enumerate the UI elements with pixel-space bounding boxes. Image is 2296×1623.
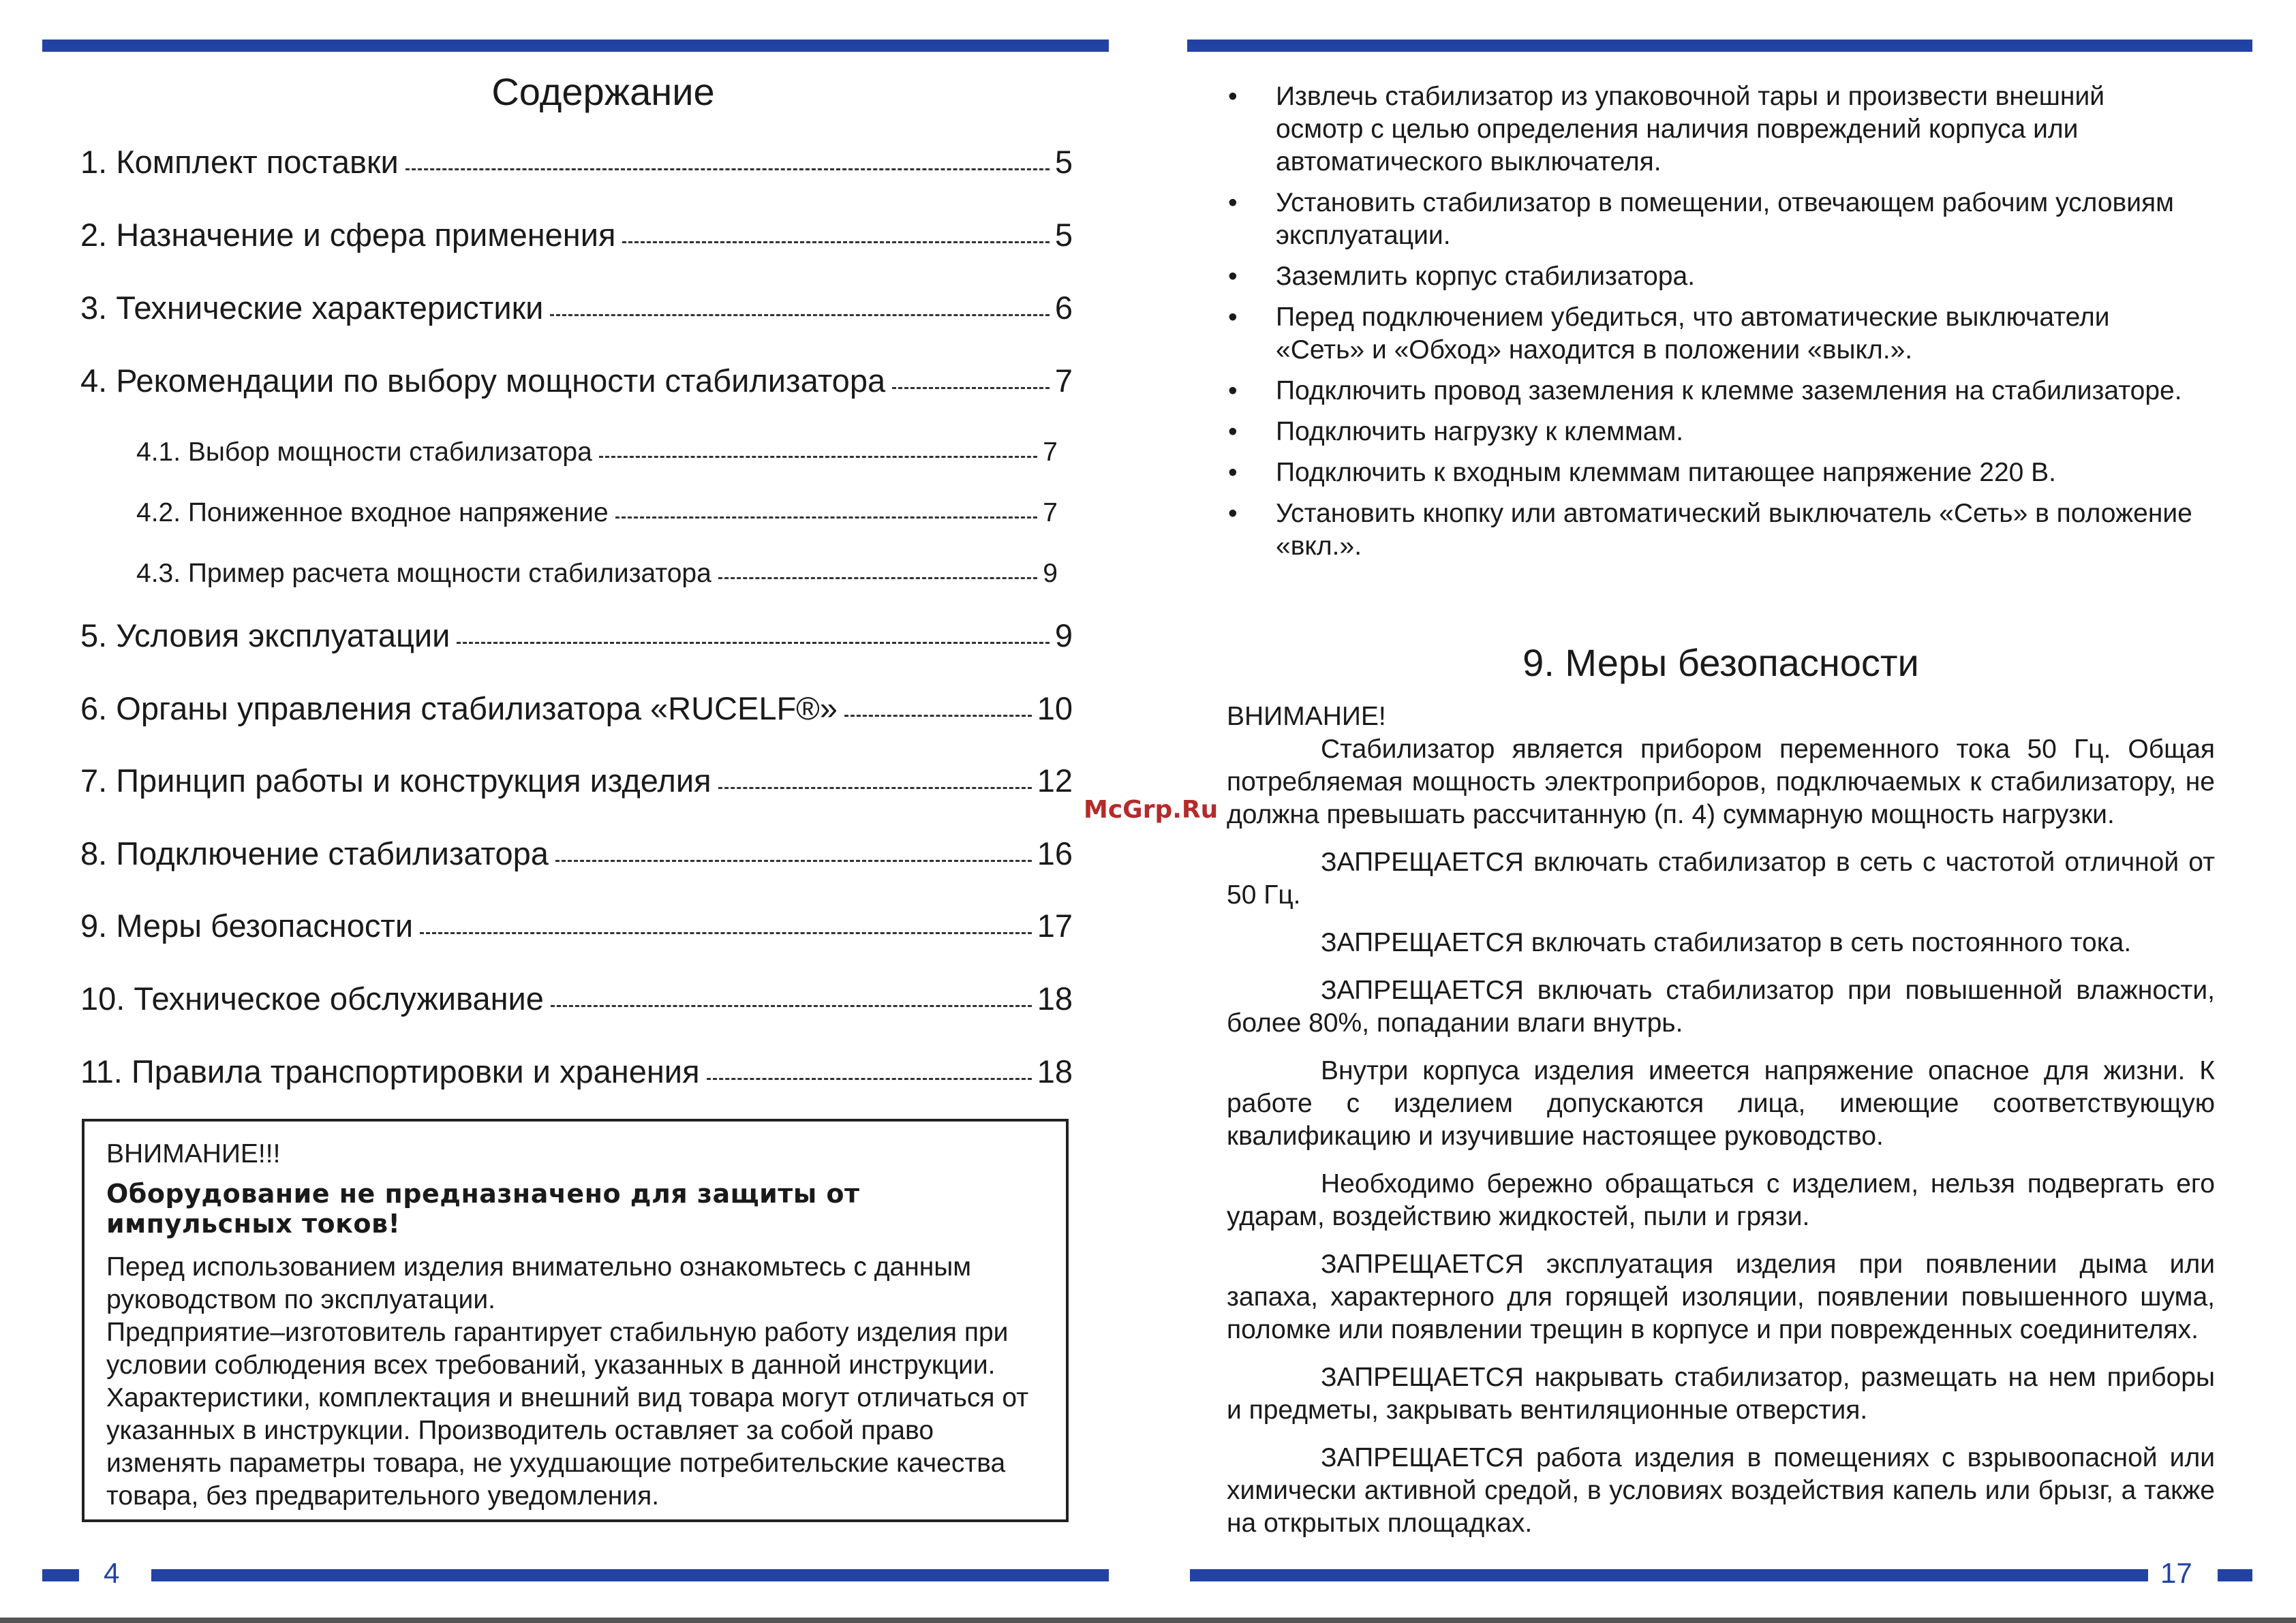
warning-paragraph: Предприятие–изготовитель гарантирует стабильную работу изделия при условии соблюдения всех требований, указанных в данной инструкции. <box>106 1318 1009 1380</box>
toc-entry-label: 2. Назначение и сфера применения <box>80 217 616 253</box>
toc-entry-page: 18 <box>1037 980 1073 1017</box>
toc-entry-label: 11. Правила транспортировки и хранения <box>80 1053 700 1089</box>
toc-entry-label: 1. Комплект поставки <box>80 144 399 180</box>
connection-steps-list <box>1227 80 2194 571</box>
toc-title: Содержание <box>491 70 715 113</box>
list-item: • Установить стабилизатор в помещении, отвечающем рабочим условиям эксплуатации. <box>1227 187 2194 252</box>
bottom-bar-left-stub <box>42 1569 79 1581</box>
toc-subentry[interactable] <box>136 498 1058 528</box>
toc-entry-label: 4.1. Выбор мощности стабилизатора <box>136 437 592 467</box>
toc-leader <box>550 314 1049 316</box>
toc-entry-label: 8. Подключение стабилизатора <box>80 835 549 871</box>
toc-entry-label: 4. Рекомендации по выбору мощности стабилизатора <box>80 362 886 399</box>
top-bar-left <box>42 40 1109 52</box>
toc-entry[interactable] <box>80 617 1073 654</box>
paragraph: Необходимо бережно обращаться с изделием, нельзя подвергать его ударам, воздействию жидкостей, пыли и грязи. <box>1227 1169 2215 1231</box>
toc-entry[interactable] <box>80 1053 1073 1090</box>
toc-leader <box>555 860 1032 862</box>
toc-entry[interactable] <box>80 362 1073 399</box>
toc-leader <box>405 168 1050 170</box>
toc-entry[interactable] <box>80 289 1073 326</box>
paragraph: ЗАПРЕЩАЕТСЯ эксплуатация изделия при появлении дыма или запаха, характерного для горящей изоляции, появлении повышенного шума, поломке или появлении трещин в корпусе и при поврежденных соединителях. <box>1227 1250 2215 1344</box>
toc-leader <box>718 787 1032 789</box>
toc-leader <box>844 715 1032 717</box>
bottom-strip <box>0 1618 2296 1623</box>
toc-entry-page: 7 <box>1054 362 1073 399</box>
toc-entry[interactable] <box>80 980 1073 1017</box>
paragraph: ЗАПРЕЩАЕТСЯ работа изделия в помещениях с взрывоопасной или химически активной средой, в условиях воздействия капель или брызг, а также на открытых площадках. <box>1227 1443 2215 1538</box>
paragraph: ЗАПРЕЩАЕТСЯ включать стабилизатор при повышенной влажности, более 80%, попадании влаги внутрь. <box>1227 976 2215 1038</box>
list-item: • Заземлить корпус стабилизатора. <box>1227 260 2194 293</box>
watermark: McGrp.Ru <box>1084 796 1219 824</box>
toc-entry[interactable] <box>80 762 1073 799</box>
safety-text <box>1227 700 2215 1555</box>
toc-leader <box>892 387 1050 389</box>
toc-entry-page: 18 <box>1037 1053 1073 1089</box>
toc-entry-page: 7 <box>1043 498 1058 527</box>
toc-entry[interactable] <box>80 907 1073 944</box>
paragraph: ЗАПРЕЩАЕТСЯ накрывать стабилизатор, размещать на нем приборы и предметы, закрывать вентиляционные отверстия. <box>1227 1363 2215 1425</box>
top-bar-right <box>1187 40 2252 52</box>
toc-subentry[interactable] <box>136 437 1058 467</box>
toc-leader <box>707 1078 1032 1080</box>
toc-entry-page: 5 <box>1054 217 1073 253</box>
toc-leader <box>615 516 1038 519</box>
toc-leader <box>622 241 1049 243</box>
toc-entry-label: 6. Органы управления стабилизатора «RUCELF®» <box>80 690 838 726</box>
toc-entry-page: 5 <box>1054 144 1073 180</box>
toc-entry[interactable] <box>80 216 1073 253</box>
bottom-bar-left <box>151 1569 1109 1581</box>
toc-entry-page: 12 <box>1037 762 1073 799</box>
paragraph: ЗАПРЕЩАЕТСЯ включать стабилизатор в сеть с частотой отличной от 50 Гц. <box>1227 848 2215 910</box>
toc-entry-page: 10 <box>1037 690 1073 726</box>
page-number-right: 17 <box>2160 1557 2192 1589</box>
toc-leader <box>420 932 1032 934</box>
toc-entry[interactable] <box>80 690 1073 727</box>
toc-leader <box>718 577 1037 579</box>
toc-entry-page: 9 <box>1054 617 1073 653</box>
toc-entry-label: 3. Технические характеристики <box>80 290 544 326</box>
paragraph: ЗАПРЕЩАЕТСЯ включать стабилизатор в сеть постоянного тока. <box>1321 928 2132 957</box>
bottom-bar-right <box>1190 1569 2148 1581</box>
toc-leader <box>551 1005 1032 1007</box>
toc-entry-label: 5. Условия эксплуатации <box>80 617 450 653</box>
toc-leader <box>457 642 1049 644</box>
attention-label: ВНИМАНИЕ! <box>1227 702 1386 731</box>
toc-entry-label: 7. Принцип работы и конструкция изделия <box>80 762 711 799</box>
toc-entry-label: 9. Меры безопасности <box>80 908 414 944</box>
toc-entry[interactable] <box>80 835 1073 872</box>
paragraph: Внутри корпуса изделия имеется напряжение опасное для жизни. К работе с изделием допускаются лица, имеющие соответствующую квалификацию и изучившие настоящее руководство. <box>1227 1056 2215 1151</box>
toc-entry-page: 16 <box>1037 835 1073 871</box>
warning-paragraph: Перед использованием изделия внимательно ознакомьтесь с данным руководством по эксплуатации. <box>106 1252 972 1314</box>
list-item: • Подключить нагрузку к клеммам. <box>1227 416 2194 448</box>
warning-paragraph: Характеристики, комплектация и внешний вид товара могут отличаться от указанных в инструкции. Производитель оставляет за собой право изменять параметры товара, не ухудшающие потребительские качества товара, без предварительного уведомления. <box>106 1383 1029 1511</box>
toc-leader <box>599 456 1038 458</box>
toc-entry-page: 9 <box>1043 559 1058 588</box>
toc-entry[interactable] <box>80 143 1073 181</box>
list-item: • Извлечь стабилизатор из упаковочной тары и произвести внешний осмотр с целью определения наличия повреждений корпуса или автоматического выключателя. <box>1227 80 2194 179</box>
warning-text <box>106 1251 1044 1513</box>
warning-heading: ВНИМАНИЕ!!! <box>106 1139 281 1169</box>
toc-entry-label: 4.3. Пример расчета мощности стабилизатора <box>136 559 711 588</box>
section-title: 9. Меры безопасности <box>1522 641 1919 684</box>
warning-bold-notice: Оборудование не предназначено для защиты от импульсных токов! <box>106 1179 860 1239</box>
warning-box <box>82 1119 1069 1522</box>
toc-entry-page: 6 <box>1054 290 1073 326</box>
page-number-left: 4 <box>104 1557 120 1589</box>
list-item: • Установить кнопку или автоматический выключатель «Сеть» в положение «вкл.». <box>1227 497 2194 563</box>
list-item: • Перед подключением убедиться, что автоматические выключатели «Сеть» и «Обход» находится в положении «выкл.». <box>1227 301 2194 367</box>
toc-entry-label: 4.2. Пониженное входное напряжение <box>136 498 609 527</box>
list-item: • Подключить к входным клеммам питающее напряжение 220 В. <box>1227 457 2194 489</box>
toc-subentry[interactable] <box>136 559 1058 589</box>
paragraph: Стабилизатор является прибором переменного тока 50 Гц. Общая потребляемая мощность электроприборов, подключаемых к стабилизатору, не должна превышать рассчитанную (п. 4) суммарную мощность нагрузки. <box>1227 735 2215 829</box>
toc-entry-page: 17 <box>1037 908 1073 944</box>
list-item: • Подключить провод заземления к клемме заземления на стабилизаторе. <box>1227 375 2194 407</box>
toc-entry-label: 10. Техническое обслуживание <box>80 980 544 1017</box>
toc-entry-page: 7 <box>1043 437 1058 467</box>
bottom-bar-right-stub <box>2218 1569 2252 1581</box>
